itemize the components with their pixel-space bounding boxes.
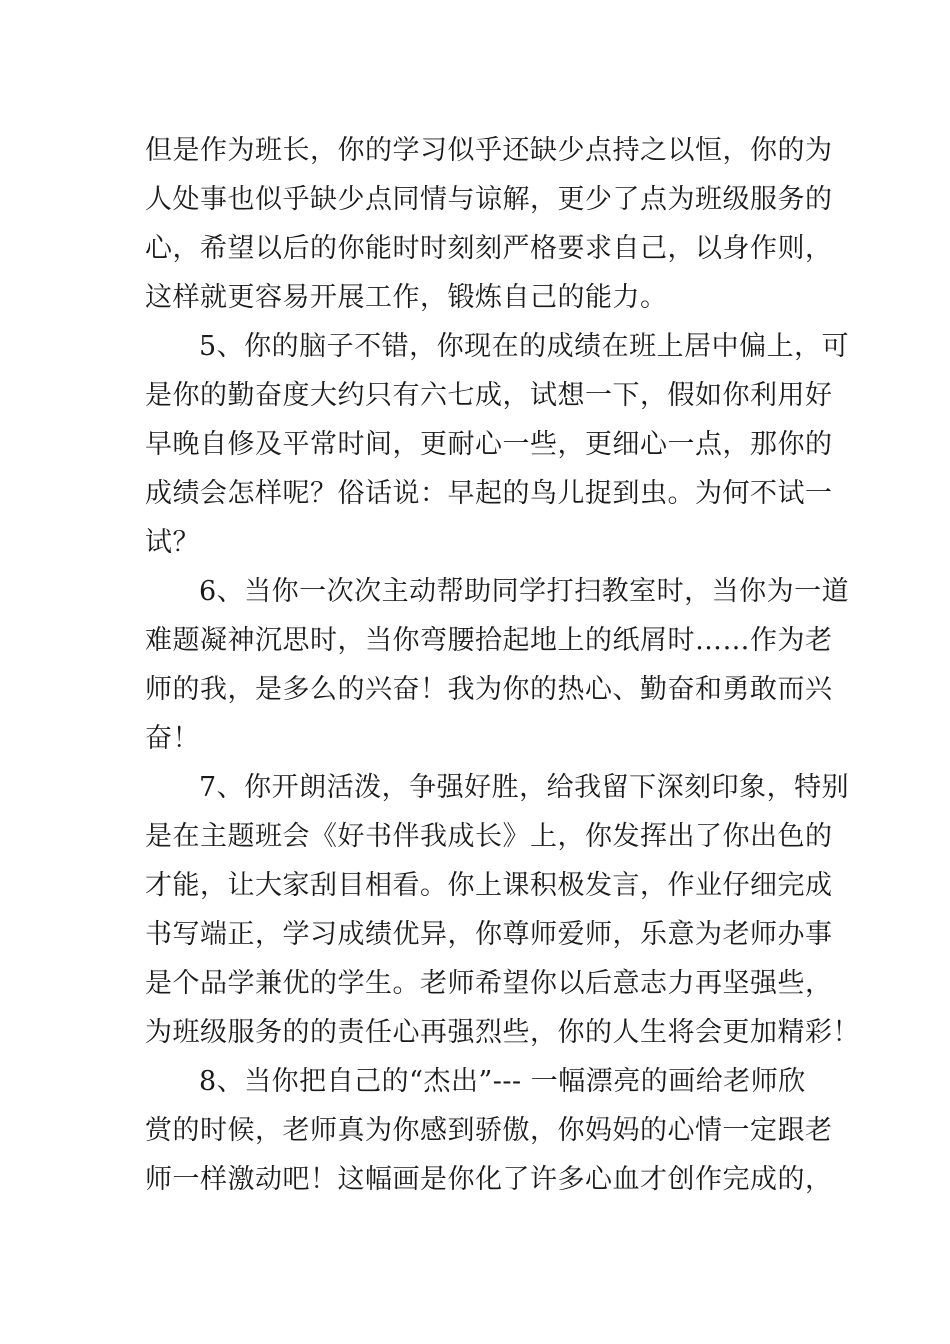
text-line: 难题凝神沉思时，当你弯腰拾起地上的纸屑时……作为老 <box>145 625 833 656</box>
text-line: 师的我，是多么的兴奋！我为你的热心、勤奋和勇敢而兴 <box>145 674 833 705</box>
text-line: 为班级服务的的责任心再强烈些，你的人生将会更加精彩！ <box>145 1017 860 1048</box>
paragraph-start-line: 5、你的脑子不错，你现在的成绩在班上居中偏上，可 <box>199 331 850 362</box>
paragraph-start-line: 8、当你把自己的“杰出”--- 一幅漂亮的画给老师欣 <box>199 1066 806 1097</box>
document-body <box>145 126 860 1204</box>
text-line: 但是作为班长，你的学习似乎还缺少点持之以恒，你的为 <box>145 135 833 166</box>
paragraph-start-line: 7、你开朗活泼，争强好胜，给我留下深刻印象，特别 <box>199 772 850 803</box>
text-line: 这样就更容易开展工作，锻炼自己的能力。 <box>145 282 668 313</box>
text-line: 是在主题班会《好书伴我成长》上，你发挥出了你出色的 <box>145 821 833 852</box>
text-line: 早晚自修及平常时间，更耐心一些，更细心一点，那你的 <box>145 429 833 460</box>
text-line: 师一样激动吧！这幅画是你化了许多心血才创作完成的， <box>145 1164 833 1195</box>
text-line: 试？ <box>145 527 200 558</box>
text-line: 书写端正，学习成绩优异，你尊师爱师，乐意为老师办事 <box>145 919 833 950</box>
text-line: 赏的时候，老师真为你感到骄傲，你妈妈的心情一定跟老 <box>145 1115 833 1146</box>
text-line: 人处事也似乎缺少点同情与谅解，更少了点为班级服务的 <box>145 184 833 215</box>
text-line: 心，希望以后的你能时时刻刻严格要求自己，以身作则， <box>145 233 833 264</box>
text-line: 奋！ <box>145 723 200 754</box>
text-line: 是个品学兼优的学生。老师希望你以后意志力再坚强些， <box>145 968 833 999</box>
text-line: 才能，让大家刮目相看。你上课积极发言，作业仔细完成 <box>145 870 833 901</box>
text-line: 是你的勤奋度大约只有六七成，试想一下，假如你利用好 <box>145 380 833 411</box>
paragraph-start-line: 6、当你一次次主动帮助同学打扫教室时，当你为一道 <box>199 576 850 607</box>
text-line: 成绩会怎样呢？俗话说：早起的鸟儿捉到虫。为何不试一 <box>145 478 833 509</box>
